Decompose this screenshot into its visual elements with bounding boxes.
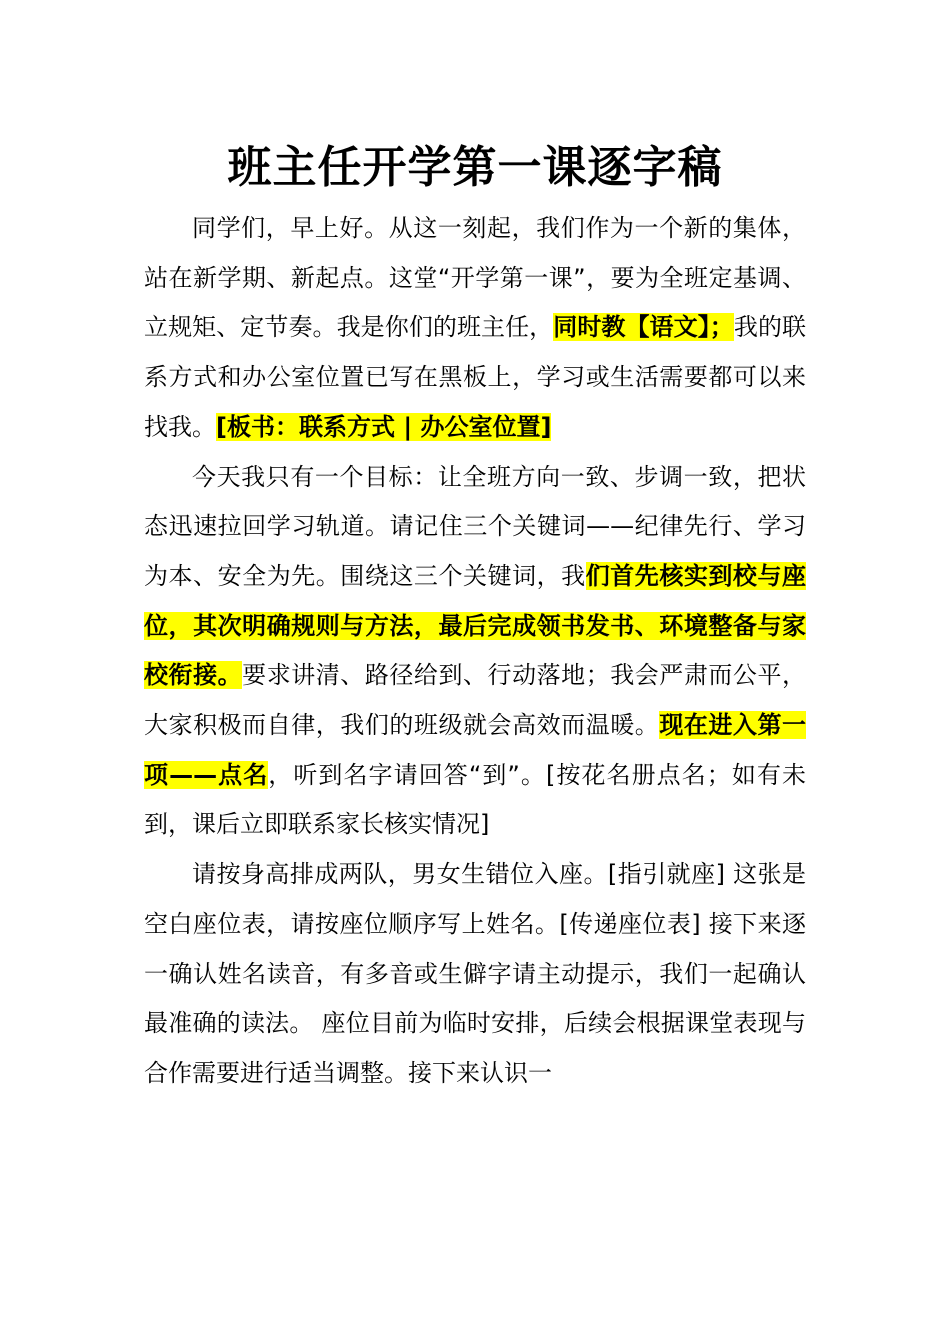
highlighted-text: 同时教【语文】； xyxy=(553,313,734,342)
text-segment: 今天我只有一个目标：让全班方向一致、步调一致，把状态迅速拉回学习轨道。请记住三个关键词——纪律先行、学习为本、安全为先。围绕这三个关键词，我 xyxy=(144,462,806,590)
paragraph-goal xyxy=(144,453,806,851)
text-segment: 同学们，早上好。从这一刻起，我们作为一个新的集体，站在新学期、新起点。这堂“开学第一课”，要为全班定基调、立规矩、定节奏。我是你们的班主任， xyxy=(144,214,806,342)
highlighted-text: [板书：联系方式 | 办公室位置] xyxy=(216,412,552,441)
document-page xyxy=(144,132,806,1099)
text-segment: 我的联系方式和办公室位置已写在黑板上，学习或生活需要都可以来找我。 xyxy=(144,313,807,441)
paragraph-seating xyxy=(144,850,806,1099)
text-segment: 请按身高排成两队，男女生错位入座。[指引就座] 这张是空白座位表，请按座位顺序写上姓名。[传递座位表] 接下来逐一确认姓名读音，有多音或生僻字请主动提示，我们一起确认最准确的读法。 座位目前为临时安排，后续会根据课堂表现与合作需要进行适当调整。接下来认识一 xyxy=(144,860,806,1087)
highlighted-text: 现在进入第一项——点名 xyxy=(144,711,807,789)
text-segment: 要求讲清、路径给到、行动落地；我会严肃而公平，大家积极而自律，我们的班级就会高效而温暖。 xyxy=(144,661,807,740)
text-segment: ，听到名字请回答“到”。[按花名册点名；如有未到，课后立即联系家长核实情况] xyxy=(144,760,807,839)
paragraph-intro xyxy=(144,204,806,453)
document-title: 班主任开学第一课逐字稿 xyxy=(227,142,723,193)
highlighted-text: 们首先核实到校与座位，其次明确规则与方法，最后完成领书发书、环境整备与家校衔接。 xyxy=(144,561,807,690)
